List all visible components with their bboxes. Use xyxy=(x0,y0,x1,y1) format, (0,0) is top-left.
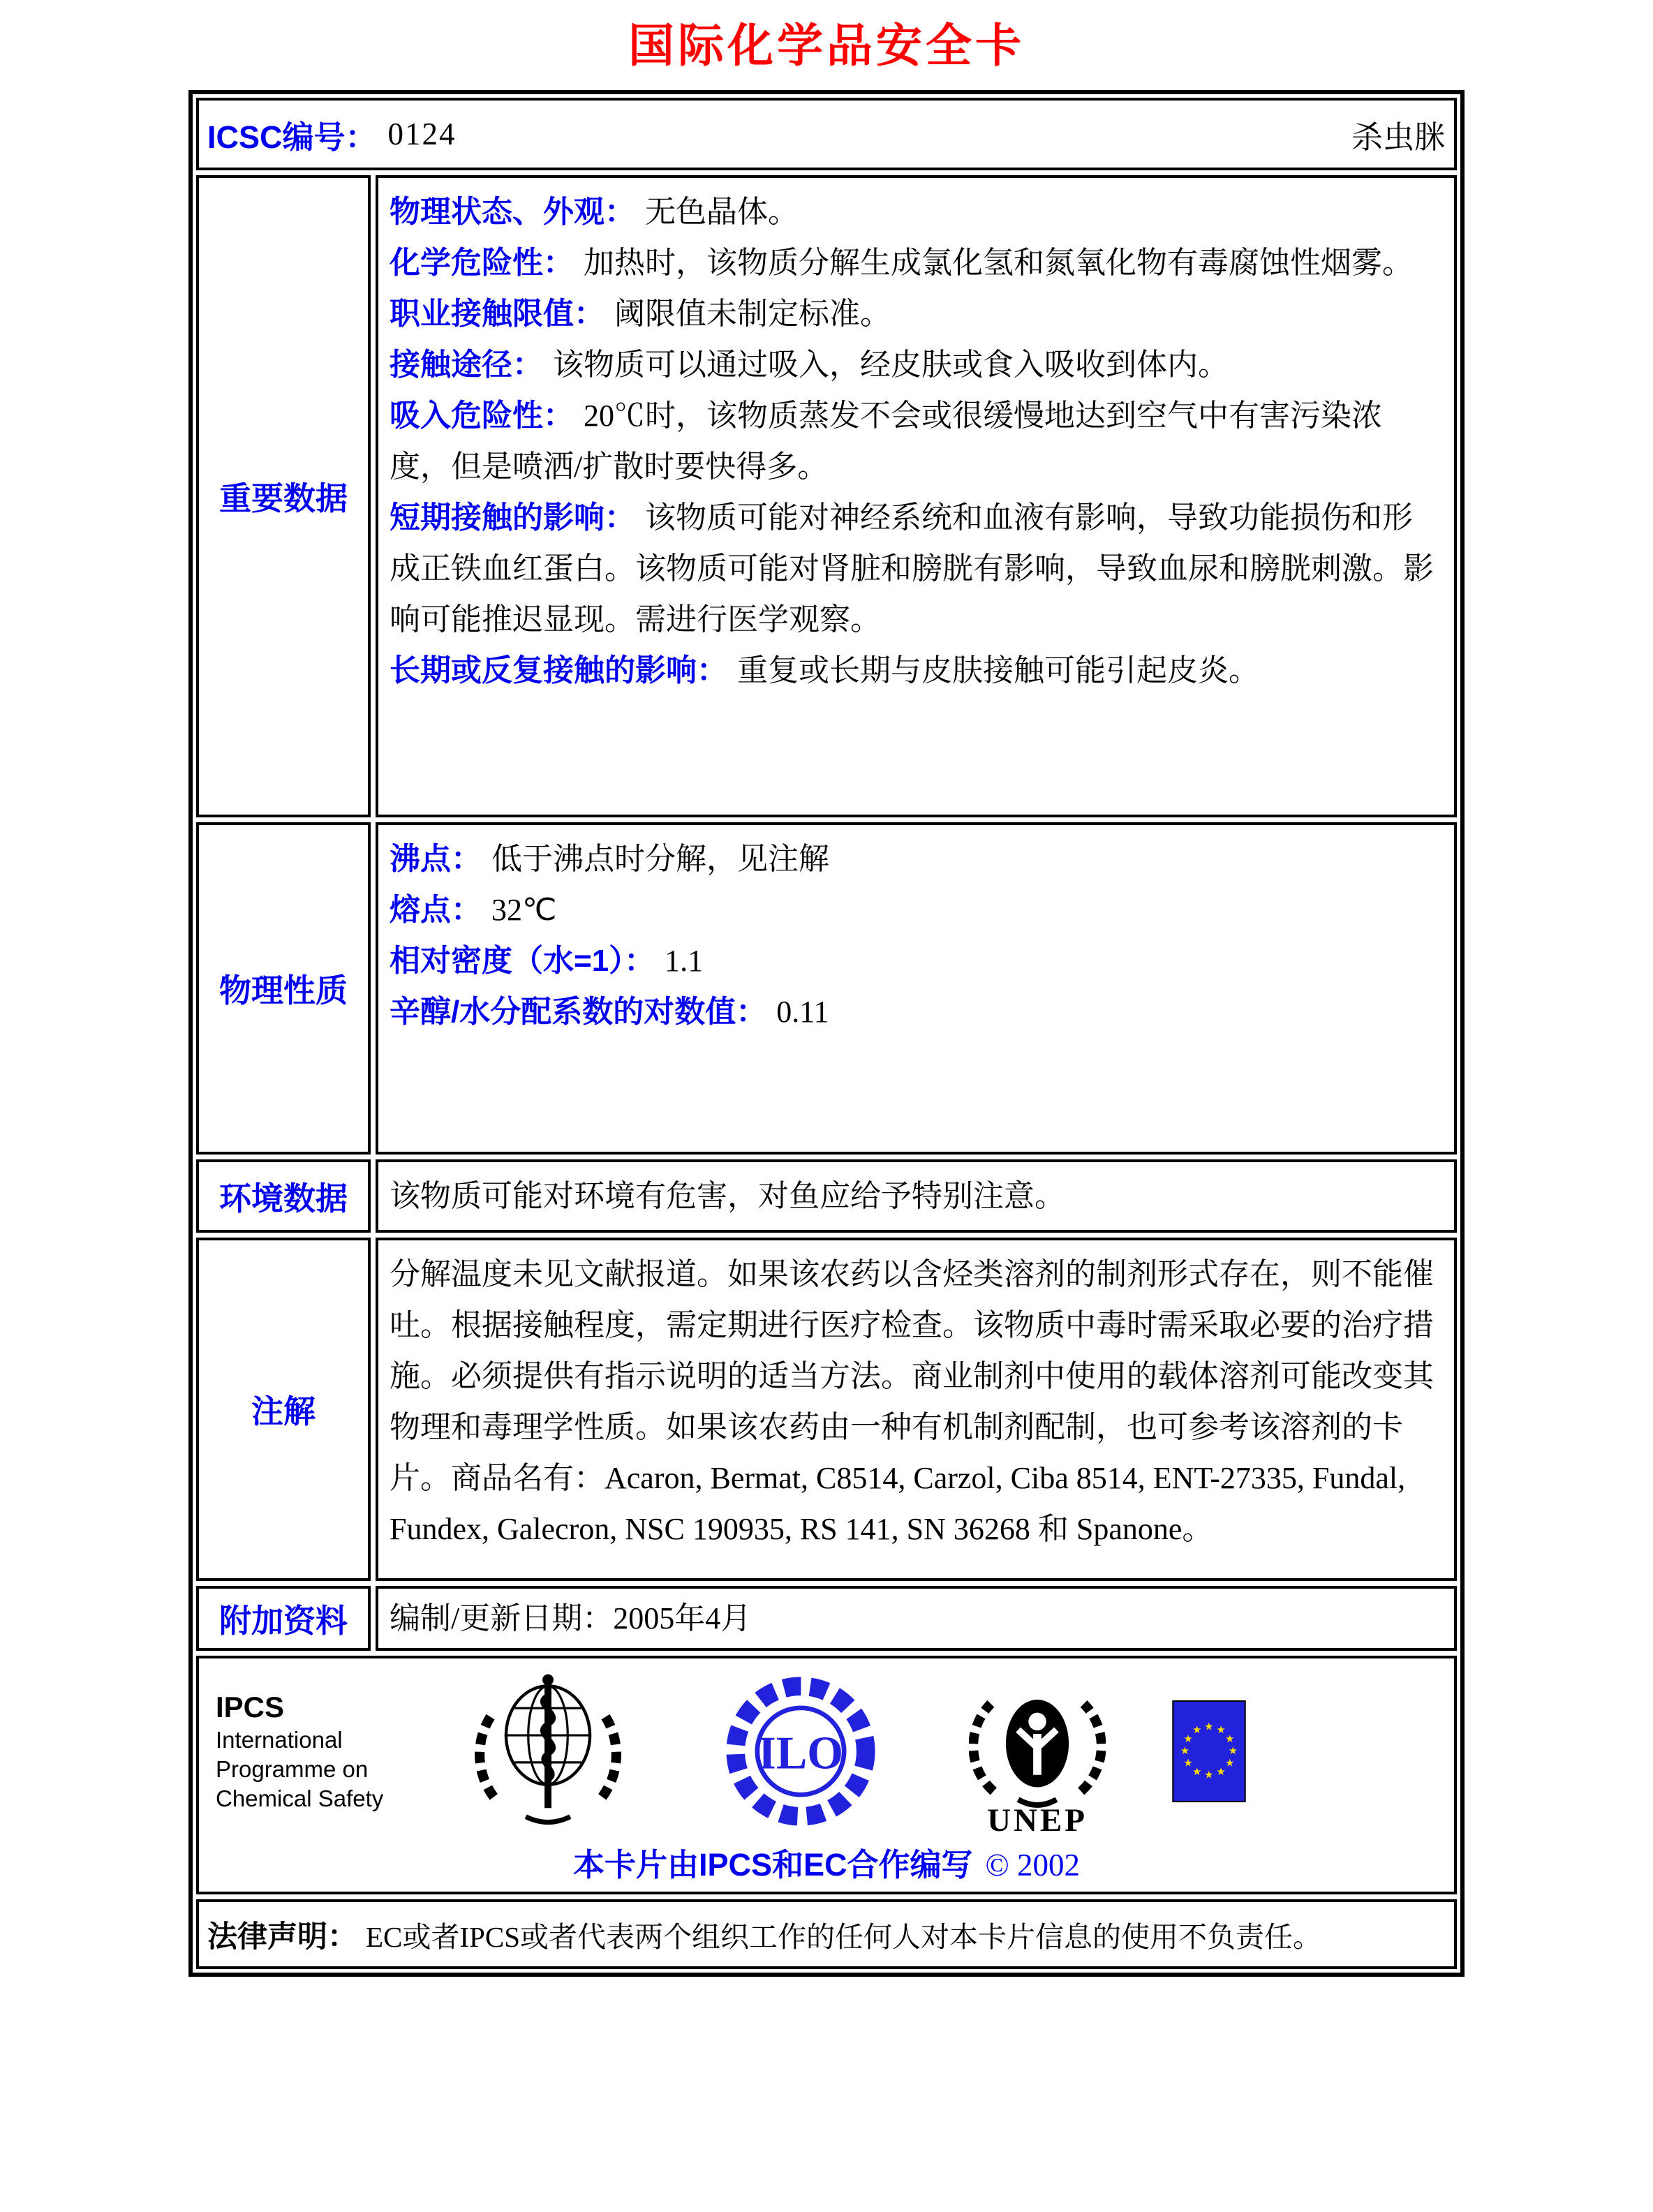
data-item-relative-density xyxy=(390,935,1443,986)
data-item-short-term-effects xyxy=(390,492,1443,645)
legal-notice-text: EC或者IPCS或者代表两个组织工作的任何人对本卡片信息的使用不负责任。 xyxy=(366,1920,1321,1953)
field-label: 辛醇/水分配系数的对数值： xyxy=(390,995,767,1029)
svg-text:★: ★ xyxy=(1204,1769,1214,1781)
field-label: 相对密度（水=1）： xyxy=(390,944,655,978)
section-content-environmental-data xyxy=(376,1159,1457,1233)
field-value: 加热时，该物质分解生成氯化氢和氮氧化物有毒腐蚀性烟雾。 xyxy=(584,246,1413,280)
field-value: 阈限值未制定标准。 xyxy=(614,297,891,331)
environmental-data-text: 该物质可能对环境有危害，对鱼应给予特别注意。 xyxy=(390,1179,1065,1213)
data-item-occupational-limits xyxy=(390,288,1443,339)
svg-text:★: ★ xyxy=(1216,1765,1226,1778)
unep-logo-text: UNEP xyxy=(987,1802,1088,1836)
field-label: 吸入危险性： xyxy=(390,399,574,433)
icsc-card-table xyxy=(188,90,1465,1977)
section-content-additional-info xyxy=(376,1586,1457,1651)
field-value: 无色晶体。 xyxy=(645,195,799,229)
icsc-number-group xyxy=(207,112,457,157)
field-label: 化学危险性： xyxy=(390,246,574,280)
legal-notice-label: 法律声明： xyxy=(207,1920,357,1954)
field-value: 0.11 xyxy=(776,995,829,1029)
card-header-row xyxy=(196,98,1457,170)
field-value: 低于沸点时分解，见注解 xyxy=(491,842,829,876)
field-label: 短期接触的影响： xyxy=(390,500,635,535)
field-label: 熔点： xyxy=(390,893,482,927)
section-content-physical-properties xyxy=(376,822,1457,1155)
icsc-number-label: ICSC编号： xyxy=(207,119,377,155)
field-label: 职业接触限值： xyxy=(390,297,605,331)
svg-text:★: ★ xyxy=(1192,1765,1202,1778)
data-item-long-term-effects xyxy=(390,645,1443,696)
svg-text:★: ★ xyxy=(1216,1723,1226,1736)
organization-logos-row xyxy=(196,1656,1457,1894)
who-emblem-icon xyxy=(474,1671,622,1832)
section-heading-notes: 注解 xyxy=(196,1238,371,1581)
data-item-exposure-routes xyxy=(390,339,1443,390)
field-label: 物理状态、外观： xyxy=(390,195,635,229)
ipcs-title: IPCS xyxy=(216,1690,285,1723)
copyright-text: © 2002 xyxy=(985,1848,1080,1883)
field-value: 32℃ xyxy=(491,893,557,927)
data-item-melting-point xyxy=(390,884,1443,935)
section-heading-important-data: 重要数据 xyxy=(196,175,371,817)
field-label: 长期或反复接触的影响： xyxy=(390,653,727,688)
field-value: 20℃时，该物质蒸发不会或很缓慢地达到空气中有害污染浓度，但是喷洒/扩散时要快得多。 xyxy=(390,399,1382,484)
data-item-chemical-danger xyxy=(390,237,1443,288)
svg-text:★: ★ xyxy=(1183,1756,1194,1769)
data-item-boiling-point xyxy=(390,833,1443,884)
field-label: 沸点： xyxy=(390,842,482,876)
logos-strip xyxy=(216,1665,1437,1836)
field-value: 重复或长期与皮肤接触可能引起皮炎。 xyxy=(737,653,1259,688)
unep-logo-icon xyxy=(969,1665,1106,1836)
update-date-value: 2005年4月 xyxy=(613,1601,752,1635)
section-content-notes xyxy=(376,1238,1457,1581)
svg-text:★: ★ xyxy=(1224,1732,1235,1745)
update-date-label: 编制/更新日期： xyxy=(390,1601,614,1635)
notes-text: 分解温度未见文献报道。如果该农药以含烃类溶剂的制剂形式存在，则不能催吐。根据接触程度，需定期进行医疗检查。该物质中毒时需采取必要的治疗措施。必须提供有指示说明的适当方法。商业制剂中使用的载体溶剂可能改变其物理和毒理学性质。如果该农药由一种有机制剂配制，也可参考该溶剂的卡片。商品名有：Acaron, Bermat, C8514, Carzol, Ciba 8514, ENT-27335, Fundal, Fundex, Galecron, NSC 190935, RS 141, SN 36268 和 Spanone。 xyxy=(390,1257,1434,1546)
data-item-inhalation-risk xyxy=(390,390,1443,492)
ilo-logo-icon xyxy=(723,1674,878,1829)
page-title: 国际化学品安全卡 xyxy=(628,20,1025,71)
field-value: 该物质可能对神经系统和血液有影响，导致功能损伤和形成正铁血红蛋白。该物质可能对肾脏和膀胱有影响，导致血尿和膀胱刺激。影响可能推迟显现。需进行医学观察。 xyxy=(390,500,1434,637)
ipcs-text-block xyxy=(216,1689,425,1813)
data-item-partition-coefficient xyxy=(390,986,1443,1037)
svg-text:★: ★ xyxy=(1192,1723,1202,1736)
legal-notice-row xyxy=(196,1899,1457,1969)
section-content-important-data xyxy=(376,175,1457,817)
ipcs-subtitle-line: Chemical Safety xyxy=(216,1785,384,1811)
field-label: 接触途径： xyxy=(390,348,543,382)
section-heading-physical-properties: 物理性质 xyxy=(196,822,371,1155)
svg-text:★: ★ xyxy=(1204,1721,1214,1733)
ilo-logo-text: ILO xyxy=(757,1727,844,1779)
svg-text:★: ★ xyxy=(1180,1744,1190,1757)
credit-text: 本卡片由IPCS和EC合作编写 xyxy=(573,1847,973,1883)
ipcs-subtitle-line: Programme on xyxy=(216,1756,369,1782)
data-item-physical-state xyxy=(390,186,1443,237)
eu-flag-icon xyxy=(1172,1700,1246,1802)
svg-text:★: ★ xyxy=(1224,1756,1235,1769)
chemical-name: 杀虫脒 xyxy=(1351,119,1446,155)
ipcs-subtitle-line: International xyxy=(216,1726,343,1753)
field-value: 该物质可以通过吸入，经皮肤或食入吸收到体内。 xyxy=(553,348,1229,382)
field-value: 1.1 xyxy=(665,944,704,978)
icsc-number-value: 0124 xyxy=(387,117,457,151)
svg-text:★: ★ xyxy=(1183,1732,1194,1745)
credit-line xyxy=(216,1839,1437,1885)
section-heading-additional-info: 附加资料 xyxy=(196,1586,371,1651)
svg-text:★: ★ xyxy=(1228,1744,1238,1757)
icsc-card-page xyxy=(0,8,1653,2212)
section-heading-environmental-data: 环境数据 xyxy=(196,1159,371,1233)
